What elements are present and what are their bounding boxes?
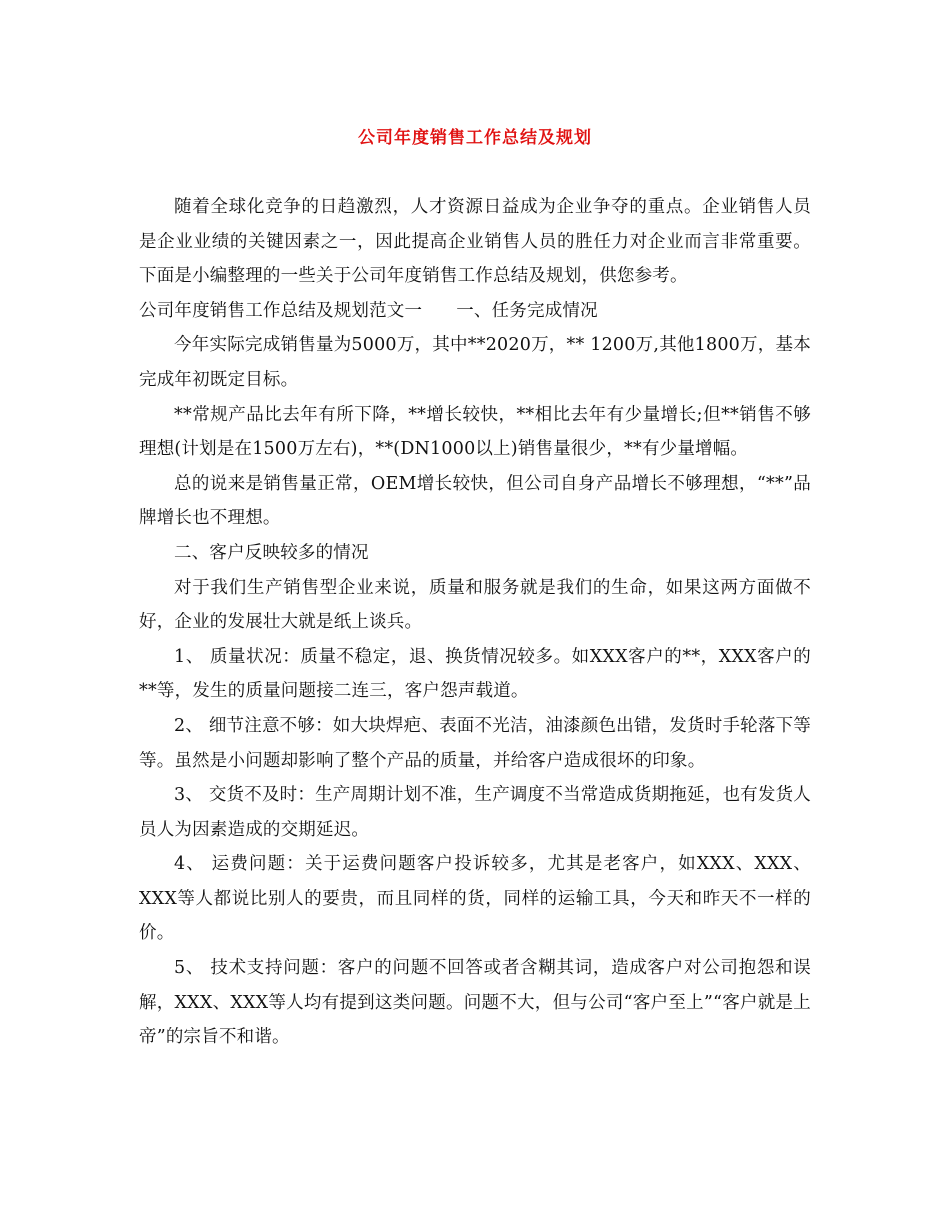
section2-heading: 二、客户反映较多的情况 <box>174 542 369 563</box>
section1-paragraph: 总的说来是销售量正常，OEM增长较快，但公司自身产品增长不够理想，“**”品牌增长也不理想。 <box>139 473 811 529</box>
section1-paragraph: 今年实际完成销售量为5000万，其中**2020万，** 1200万,其他1800万，基本完成年初既定目标。 <box>139 335 811 390</box>
sample-heading-line <box>139 294 811 329</box>
intro-paragraph: 随着全球化竞争的日趋激烈，人才资源日益成为企业争夺的重点。企业销售人员是企业业绩的关键因素之一，因此提高企业销售人员的胜任力对企业而言非常重要。下面是小编整理的一些关于公司年度销售工作总结及规划，供您参考。 <box>139 197 811 287</box>
section2-list-item: 5、 技术支持问题：客户的问题不回答或者含糊其词，造成客户对公司抱怨和误解，XXX、XXX等人均有提到这类问题。问题不大，但与公司“客户至上”“客户就是上帝”的宗旨不和谐。 <box>139 958 811 1048</box>
section2-intro-paragraph: 对于我们生产销售型企业来说，质量和服务就是我们的生命，如果这两方面做不好，企业的发展壮大就是纸上谈兵。 <box>139 577 811 633</box>
sample-heading: 公司年度销售工作总结及规划范文一 <box>139 300 423 321</box>
document-body <box>139 190 811 1055</box>
section2-list-item: 1、 质量状况：质量不稳定，退、换货情况较多。如XXX客户的**，XXX客户的**等，发生的质量问题接二连三，客户怨声载道。 <box>139 646 811 702</box>
section2-list-item: 4、 运费问题：关于运费问题客户投诉较多，尤其是老客户，如XXX、XXX、XXX等人都说比别人的要贵，而且同样的货，同样的运输工具，今天和昨天不一样的价。 <box>139 854 811 944</box>
section2-list-item: 3、 交货不及时：生产周期计划不准，生产调度不当常造成货期拖延，也有发货人员人为因素造成的交期延迟。 <box>139 785 811 840</box>
document-title: 公司年度销售工作总结及规划 <box>358 128 592 148</box>
section2-list-item: 2、 细节注意不够：如大块焊疤、表面不光洁，油漆颜色出错，发货时手轮落下等等。虽然是小问题却影响了整个产品的质量，并给客户造成很坏的印象。 <box>139 715 811 771</box>
section1-paragraph: **常规产品比去年有所下降，**增长较快，**相比去年有少量增长;但**销售不够理想(计划是在1500万左右)，**(DN1000以上)销售量很少，**有少量增幅。 <box>139 404 811 460</box>
section1-heading: 一、任务完成情况 <box>456 300 598 321</box>
